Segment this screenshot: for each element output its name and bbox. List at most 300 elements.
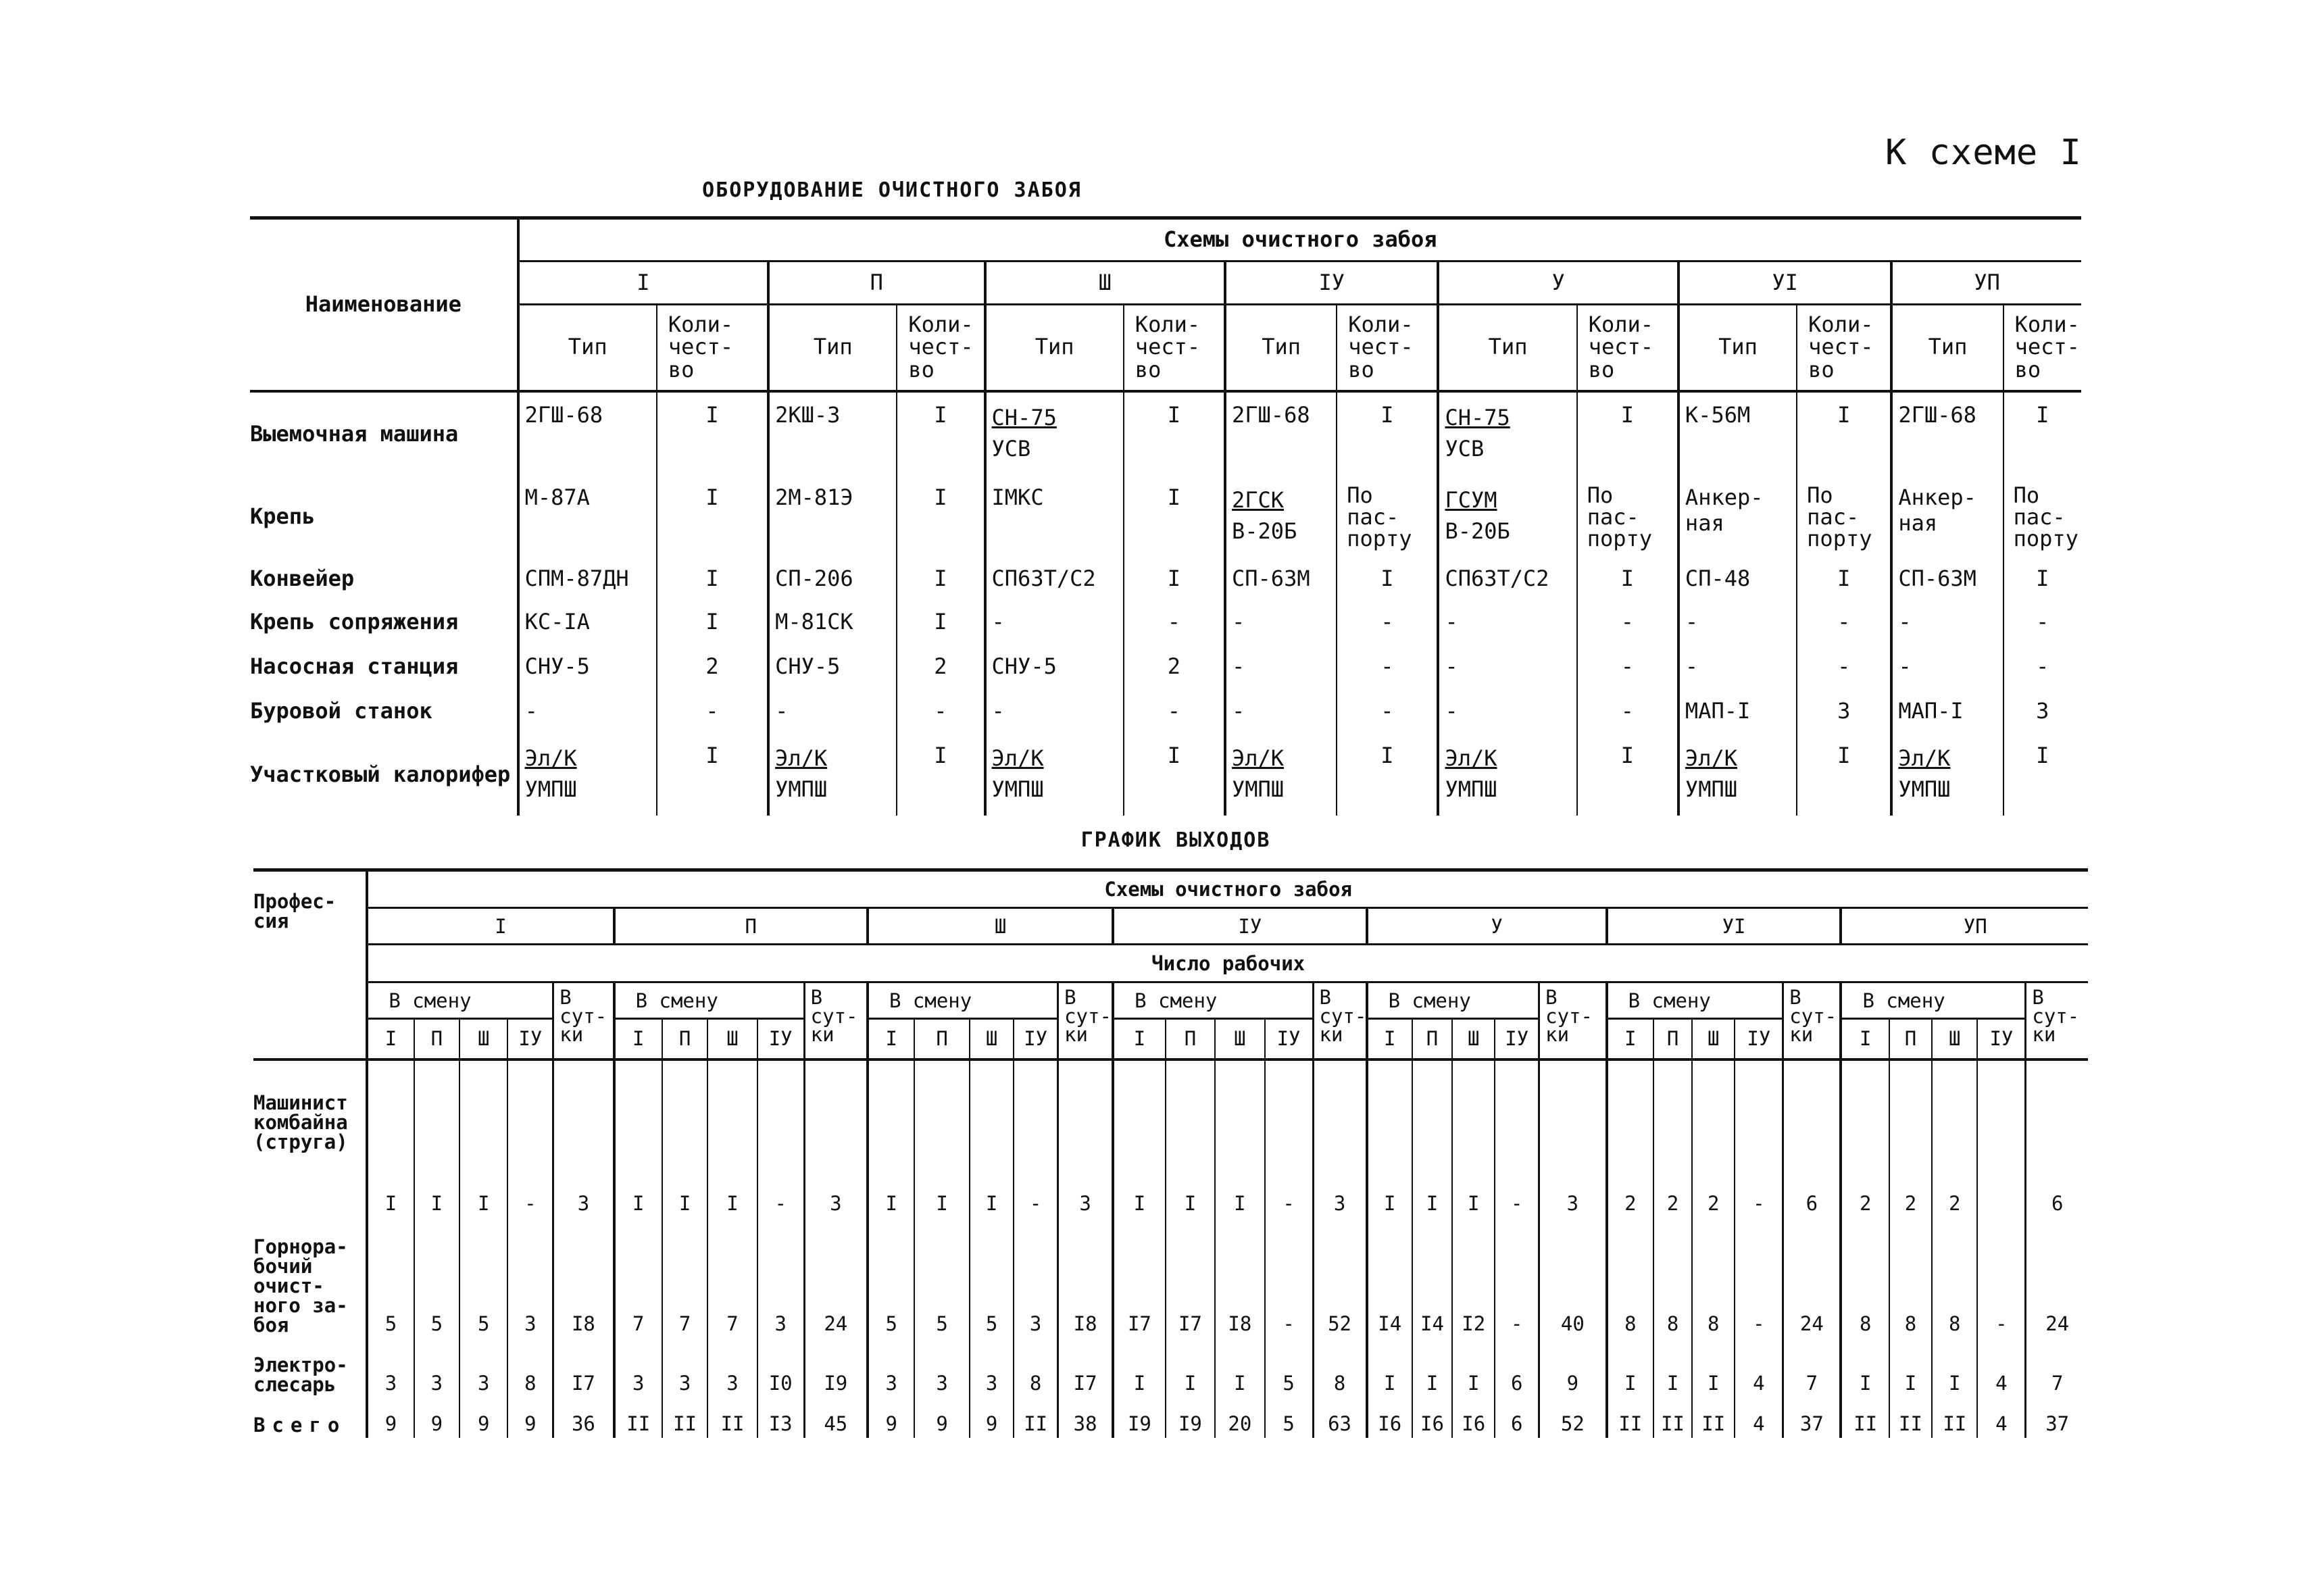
type-line: УСВ xyxy=(1445,435,1485,462)
shift-3: Ш xyxy=(1215,1019,1264,1059)
equipment-type: МАП-I xyxy=(1891,689,2003,733)
equipment-qty: I xyxy=(897,557,985,599)
attendance-value: I3 xyxy=(757,1397,804,1438)
equipment-name: Насосная станция xyxy=(250,653,459,679)
attendance-table xyxy=(253,868,2088,1438)
attendance-value: - xyxy=(1735,1059,1783,1220)
equipment-qty: I xyxy=(897,599,985,644)
attendance-value: I xyxy=(707,1059,757,1220)
shift-2: П xyxy=(1889,1019,1932,1059)
type-line: УМПШ xyxy=(1232,776,1285,802)
equipment-name: Буровой станок xyxy=(250,697,432,724)
attendance-value: - xyxy=(1265,1059,1313,1220)
attendance-value: I xyxy=(1452,1339,1495,1397)
attendance-value: 3 xyxy=(662,1339,707,1397)
equipment-type: - xyxy=(768,689,897,733)
equipment-type xyxy=(1438,733,1576,816)
qty-header-line: чест- xyxy=(908,334,974,360)
attendance-value: - xyxy=(1014,1059,1057,1220)
equipment-qty: I xyxy=(897,475,985,557)
equipment-type: Анкер- ная xyxy=(1891,475,2003,557)
scheme-1: I xyxy=(367,908,614,945)
profession-name-line: очист- xyxy=(253,1274,324,1297)
attendance-value: II xyxy=(1692,1397,1735,1438)
attendance-value: I8 xyxy=(1058,1220,1114,1339)
shift-4: IУ xyxy=(507,1019,553,1059)
shift-3: Ш xyxy=(970,1019,1014,1059)
equipment-type: СНУ-5 xyxy=(768,644,897,689)
header-row xyxy=(253,870,2088,908)
equipment-qty: I xyxy=(1797,557,1891,599)
qty-header xyxy=(1124,305,1225,391)
attendance-row xyxy=(253,1339,2088,1397)
equipment-type: - xyxy=(1891,644,2003,689)
equipment-row xyxy=(250,391,2081,475)
equipment-qty: - xyxy=(1577,689,1678,733)
attendance-value: 2 xyxy=(1653,1059,1692,1220)
equipment-qty: I xyxy=(1124,475,1225,557)
attendance-value: I2 xyxy=(1452,1220,1495,1339)
attendance-value: I8 xyxy=(553,1220,614,1339)
attendance-value: 4 xyxy=(1977,1339,2025,1397)
attendance-value: 8 xyxy=(507,1339,553,1397)
equipment-type: СП-63М xyxy=(1891,557,2003,599)
profession-name-line: Горнора- xyxy=(253,1235,348,1258)
attendance-value: II xyxy=(1932,1397,1977,1438)
profession-name-line: ного за- xyxy=(253,1293,348,1317)
equipment-type xyxy=(518,733,657,816)
type-line: УМПШ xyxy=(524,776,577,802)
attendance-value: 8 xyxy=(1653,1220,1692,1339)
equipment-qty: - xyxy=(1797,644,1891,689)
profession-name xyxy=(253,1339,367,1397)
scheme-3: Ш xyxy=(985,261,1225,305)
equipment-type: - xyxy=(1678,644,1797,689)
attendance-value: 4 xyxy=(1977,1397,2025,1438)
attendance-value: I xyxy=(1452,1059,1495,1220)
attendance-value: 5 xyxy=(914,1220,970,1339)
type-line: Эл/К xyxy=(991,745,1044,771)
type-line: УМПШ xyxy=(775,776,828,802)
equipment-qty: I xyxy=(1797,391,1891,475)
profession-name-line: Всего xyxy=(253,1413,347,1437)
type-line: Эл/К xyxy=(1685,745,1737,771)
attendance-value: I7 xyxy=(1113,1220,1166,1339)
equipment-qty: - xyxy=(1124,689,1225,733)
equipment-qty: - xyxy=(657,689,768,733)
attendance-value: I xyxy=(614,1059,662,1220)
profession-name-line: слесарь xyxy=(253,1372,337,1396)
attendance-value: 9 xyxy=(459,1397,507,1438)
per-day-line: В xyxy=(2032,986,2044,1009)
equipment-qty: I xyxy=(1577,557,1678,599)
equipment-qty: - xyxy=(1337,689,1438,733)
attendance-value: 3 xyxy=(914,1339,970,1397)
shift-2: П xyxy=(1412,1019,1452,1059)
qty-header xyxy=(2003,305,2081,391)
equipment-qty: По пас- порту xyxy=(1577,475,1678,557)
attendance-value: I8 xyxy=(1215,1220,1264,1339)
equipment-type: СП-206 xyxy=(768,557,897,599)
attendance-value: I7 xyxy=(553,1339,614,1397)
type-header: Тип xyxy=(985,305,1124,391)
equipment-qty: 3 xyxy=(2003,689,2081,733)
qty-header-line: во xyxy=(1588,357,1615,383)
equipment-type: М-81СК xyxy=(768,599,897,644)
attendance-value: 3 xyxy=(804,1059,868,1220)
equipment-name: Конвейер xyxy=(250,565,355,591)
equipment-qty: 2 xyxy=(897,644,985,689)
qty-header-line: чест- xyxy=(1348,334,1414,360)
attendance-value: I xyxy=(1367,1339,1412,1397)
per-day-header xyxy=(1783,982,1841,1059)
profession-name-line: Машинист xyxy=(253,1091,348,1114)
attendance-value: 8 xyxy=(1932,1220,1977,1339)
equipment-type xyxy=(1891,733,2003,816)
equipment-type xyxy=(1438,391,1576,475)
attendance-value: I xyxy=(1412,1339,1452,1397)
attendance-value: II xyxy=(662,1397,707,1438)
attendance-value: 2 xyxy=(1607,1059,1653,1220)
equipment-type xyxy=(985,733,1124,816)
scheme-2: П xyxy=(614,908,868,945)
qty-header-line: Коли- xyxy=(2014,311,2080,337)
attendance-value: I xyxy=(868,1059,914,1220)
per-day-line: В xyxy=(1789,986,1801,1009)
equipment-type: КС-IА xyxy=(518,599,657,644)
attendance-value: - xyxy=(1495,1059,1539,1220)
equipment-type: - xyxy=(1438,689,1576,733)
attendance-value: - xyxy=(1735,1220,1783,1339)
equipment-type: МАП-I xyxy=(1678,689,1797,733)
attendance-value: 45 xyxy=(804,1397,868,1438)
shift-2: П xyxy=(414,1019,459,1059)
attendance-value: I xyxy=(1607,1339,1653,1397)
equipment-type: 2ГШ-68 xyxy=(1891,391,2003,475)
attendance-value: 3 xyxy=(868,1339,914,1397)
equipment-row xyxy=(250,644,2081,689)
equipment-qty: - xyxy=(2003,599,2081,644)
qty-header-line: Коли- xyxy=(1588,311,1654,337)
attendance-value: - xyxy=(507,1059,553,1220)
type-line: УМПШ xyxy=(1685,776,1737,802)
attendance-value: I xyxy=(367,1059,414,1220)
equipment-type: 2ГШ-68 xyxy=(518,391,657,475)
type-line: Эл/К xyxy=(775,745,828,771)
equipment-qty: I xyxy=(657,557,768,599)
equipment-name: Крепь сопряжения xyxy=(250,608,459,634)
qty-header-line: чест- xyxy=(668,334,734,360)
attendance-value: I9 xyxy=(804,1339,868,1397)
attendance-value: 3 xyxy=(553,1059,614,1220)
qty-header-line: Коли- xyxy=(908,311,974,337)
attendance-value: I xyxy=(1692,1339,1735,1397)
equipment-qty: I xyxy=(657,599,768,644)
attendance-value: I xyxy=(1215,1339,1264,1397)
scheme-1: I xyxy=(518,261,769,305)
equipment-qty: I xyxy=(1577,733,1678,816)
profession-header-line: сия xyxy=(253,909,289,932)
profession-name-line: бочий xyxy=(253,1254,313,1278)
shift-1: I xyxy=(1367,1019,1412,1059)
type-line: УСВ xyxy=(991,435,1031,462)
equipment-type xyxy=(1438,475,1576,557)
equipment-row xyxy=(250,475,2081,557)
per-day-line: сут- xyxy=(1319,1004,1367,1028)
equipment-qty: I xyxy=(1577,391,1678,475)
workers-header: Число рабочих xyxy=(367,945,2088,982)
shift-2: П xyxy=(914,1019,970,1059)
attendance-value: I4 xyxy=(1412,1220,1452,1339)
attendance-value: 9 xyxy=(970,1397,1014,1438)
attendance-value: 6 xyxy=(1783,1059,1841,1220)
scheme-4: IУ xyxy=(1225,261,1438,305)
equipment-type: - xyxy=(518,689,657,733)
shift-3: Ш xyxy=(1452,1019,1495,1059)
equipment-table-title: ОБОРУДОВАНИЕ ОЧИСТНОГО ЗАБОЯ xyxy=(702,178,1082,202)
attendance-value: 9 xyxy=(868,1397,914,1438)
type-header: Тип xyxy=(1891,305,2003,391)
equipment-row xyxy=(250,557,2081,599)
scheme-row xyxy=(253,908,2088,945)
equipment-row xyxy=(250,689,2081,733)
attendance-value: 7 xyxy=(707,1220,757,1339)
per-day-header xyxy=(2026,982,2088,1059)
attendance-value: I7 xyxy=(1058,1339,1114,1397)
attendance-value: 3 xyxy=(1058,1059,1114,1220)
attendance-value: I7 xyxy=(1166,1220,1215,1339)
shift-3: Ш xyxy=(707,1019,757,1059)
per-day-header xyxy=(804,982,868,1059)
attendance-value: 5 xyxy=(367,1220,414,1339)
per-day-line: ки xyxy=(2032,1023,2056,1047)
equipment-type xyxy=(768,733,897,816)
equipment-qty: I xyxy=(1337,557,1438,599)
equipment-type xyxy=(1225,475,1337,557)
equipment-qty: I xyxy=(2003,391,2081,475)
attendance-value xyxy=(1977,1059,2025,1220)
equipment-type: 2М-81Э xyxy=(768,475,897,557)
scheme-4: IУ xyxy=(1113,908,1366,945)
scheme-7: УП xyxy=(1891,261,2081,305)
attendance-value: - xyxy=(1495,1220,1539,1339)
equipment-type: СНУ-5 xyxy=(985,644,1124,689)
type-line: Эл/К xyxy=(1445,745,1497,771)
attendance-value: I xyxy=(414,1059,459,1220)
attendance-value: I xyxy=(1841,1339,1889,1397)
equipment-type: СП63Т/С2 xyxy=(985,557,1124,599)
shift-4: IУ xyxy=(1735,1019,1783,1059)
qty-header xyxy=(657,305,768,391)
qty-header-line: чест- xyxy=(1135,334,1201,360)
attendance-value: 6 xyxy=(2026,1059,2088,1220)
qty-header-line: во xyxy=(1348,357,1374,383)
per-shift-header: В смену xyxy=(1113,982,1313,1019)
attendance-value: 52 xyxy=(1539,1397,1607,1438)
type-line: В-20Б xyxy=(1232,518,1297,544)
attendance-value: 20 xyxy=(1215,1397,1264,1438)
equipment-qty: - xyxy=(1797,599,1891,644)
shift-2: П xyxy=(1653,1019,1692,1059)
equipment-name: Участковый калорифер xyxy=(250,761,511,787)
attendance-value: I xyxy=(662,1059,707,1220)
per-day-line: сут- xyxy=(1545,1004,1593,1028)
equipment-qty: - xyxy=(1577,644,1678,689)
equipment-type: - xyxy=(1438,599,1576,644)
attendance-value: 3 xyxy=(1539,1059,1607,1220)
equipment-qty: 2 xyxy=(657,644,768,689)
attendance-value: 2 xyxy=(1692,1059,1735,1220)
qty-header-line: во xyxy=(1135,357,1162,383)
per-day-line: сут- xyxy=(1064,1004,1112,1028)
equipment-qty: I xyxy=(657,391,768,475)
attendance-value: I xyxy=(1113,1339,1166,1397)
shift-1: I xyxy=(1607,1019,1653,1059)
equipment-type: - xyxy=(1225,644,1337,689)
attendance-value: 3 xyxy=(367,1339,414,1397)
type-header: Тип xyxy=(768,305,897,391)
equipment-type xyxy=(985,391,1124,475)
equipment-type: М-87А xyxy=(518,475,657,557)
attendance-value: - xyxy=(1977,1220,2025,1339)
attendance-value: 8 xyxy=(1889,1220,1932,1339)
attendance-value: 37 xyxy=(2026,1397,2088,1438)
attendance-value: 4 xyxy=(1735,1397,1783,1438)
equipment-type: - xyxy=(1678,599,1797,644)
attendance-value: I xyxy=(1889,1339,1932,1397)
scheme-6: УI xyxy=(1607,908,1841,945)
attendance-value: I xyxy=(1113,1059,1166,1220)
qty-header-line: во xyxy=(668,357,695,383)
shift-1: I xyxy=(1113,1019,1166,1059)
equipment-type: Анкер- ная xyxy=(1678,475,1797,557)
equipment-type: - xyxy=(985,689,1124,733)
equipment-qty: - xyxy=(1577,599,1678,644)
per-day-header xyxy=(1313,982,1367,1059)
attendance-value: 5 xyxy=(970,1220,1014,1339)
equipment-qty: По пас- порту xyxy=(2003,475,2081,557)
equipment-qty: - xyxy=(1337,599,1438,644)
equipment-type xyxy=(1678,733,1797,816)
attendance-value: I6 xyxy=(1412,1397,1452,1438)
shift-1: I xyxy=(367,1019,414,1059)
equipment-qty: I xyxy=(897,733,985,816)
attendance-value: 9 xyxy=(1539,1339,1607,1397)
shift-4: IУ xyxy=(1265,1019,1313,1059)
shift-4: IУ xyxy=(1977,1019,2025,1059)
per-day-line: сут- xyxy=(2032,1004,2080,1028)
attendance-value: 6 xyxy=(1495,1339,1539,1397)
scheme-7: УП xyxy=(1841,908,2088,945)
qty-header-line: чест- xyxy=(1808,334,1874,360)
per-day-header xyxy=(1058,982,1114,1059)
profession-name-line: комбайна xyxy=(253,1110,348,1134)
workers-row xyxy=(253,945,2088,982)
equipment-qty: I xyxy=(657,475,768,557)
profession-name-line: (струга) xyxy=(253,1130,348,1153)
qty-header-line: чест- xyxy=(1588,334,1654,360)
attendance-value: 9 xyxy=(507,1397,553,1438)
attendance-value: 38 xyxy=(1058,1397,1114,1438)
per-day-line: ки xyxy=(1064,1023,1088,1047)
attendance-value: II xyxy=(1607,1397,1653,1438)
attendance-value: I xyxy=(1367,1059,1412,1220)
attendance-value: - xyxy=(1265,1220,1313,1339)
type-header: Тип xyxy=(518,305,657,391)
attendance-value: 8 xyxy=(1841,1220,1889,1339)
per-day-line: В xyxy=(1319,986,1331,1009)
attendance-value: 3 xyxy=(757,1220,804,1339)
per-day-line: В xyxy=(559,986,572,1009)
equipment-qty: I xyxy=(2003,557,2081,599)
attendance-value: 36 xyxy=(553,1397,614,1438)
attendance-value: - xyxy=(757,1059,804,1220)
corner-label: К схеме I xyxy=(1885,132,2082,173)
scheme-2: П xyxy=(768,261,985,305)
attendance-value: I xyxy=(1412,1059,1452,1220)
attendance-value: 5 xyxy=(459,1220,507,1339)
equipment-qty: 2 xyxy=(1124,644,1225,689)
equipment-type: IМКС xyxy=(985,475,1124,557)
per-shift-header: В смену xyxy=(1607,982,1783,1019)
equipment-row xyxy=(250,599,2081,644)
attendance-value: 40 xyxy=(1539,1220,1607,1339)
profession-name xyxy=(253,1059,367,1220)
shift-4: IУ xyxy=(1495,1019,1539,1059)
equipment-qty: I xyxy=(1124,557,1225,599)
equipment-type: - xyxy=(1438,644,1576,689)
qty-header-line: Коли- xyxy=(1808,311,1874,337)
attendance-value: I xyxy=(970,1059,1014,1220)
qty-header-line: во xyxy=(908,357,935,383)
equipment-type: - xyxy=(985,599,1124,644)
type-line: 2ГСК xyxy=(1232,487,1285,513)
per-day-line: ки xyxy=(559,1023,584,1047)
type-line: УМПШ xyxy=(1898,776,1951,802)
type-line: СН-75 xyxy=(1445,404,1510,430)
per-shift-header: В смену xyxy=(1841,982,2025,1019)
attendance-value: I xyxy=(1653,1339,1692,1397)
qty-header-line: во xyxy=(2014,357,2041,383)
type-line: ГСУМ xyxy=(1445,487,1497,513)
attendance-value: 5 xyxy=(414,1220,459,1339)
equipment-qty: I xyxy=(1337,733,1438,816)
equipment-type: СПМ-87ДН xyxy=(518,557,657,599)
equipment-type xyxy=(1225,733,1337,816)
shift-3: Ш xyxy=(1932,1019,1977,1059)
equipment-name: Крепь xyxy=(250,503,316,529)
name-header: Наименование xyxy=(250,218,518,391)
attendance-value: 9 xyxy=(914,1397,970,1438)
attendance-value: 2 xyxy=(1841,1059,1889,1220)
attendance-value: I9 xyxy=(1113,1397,1166,1438)
equipment-type: СНУ-5 xyxy=(518,644,657,689)
shift-2: П xyxy=(1166,1019,1215,1059)
type-header: Тип xyxy=(1225,305,1337,391)
attendance-value: 6 xyxy=(1495,1397,1539,1438)
type-header: Тип xyxy=(1678,305,1797,391)
equipment-type: - xyxy=(1225,599,1337,644)
attendance-value: 63 xyxy=(1313,1397,1367,1438)
shift-4: IУ xyxy=(757,1019,804,1059)
qty-header xyxy=(1577,305,1678,391)
type-line: В-20Б xyxy=(1445,518,1510,544)
per-day-line: В xyxy=(810,986,823,1009)
equipment-type: - xyxy=(1891,599,2003,644)
equipment-row xyxy=(250,733,2081,816)
equipment-qty: I xyxy=(1124,733,1225,816)
attendance-value: I xyxy=(459,1059,507,1220)
